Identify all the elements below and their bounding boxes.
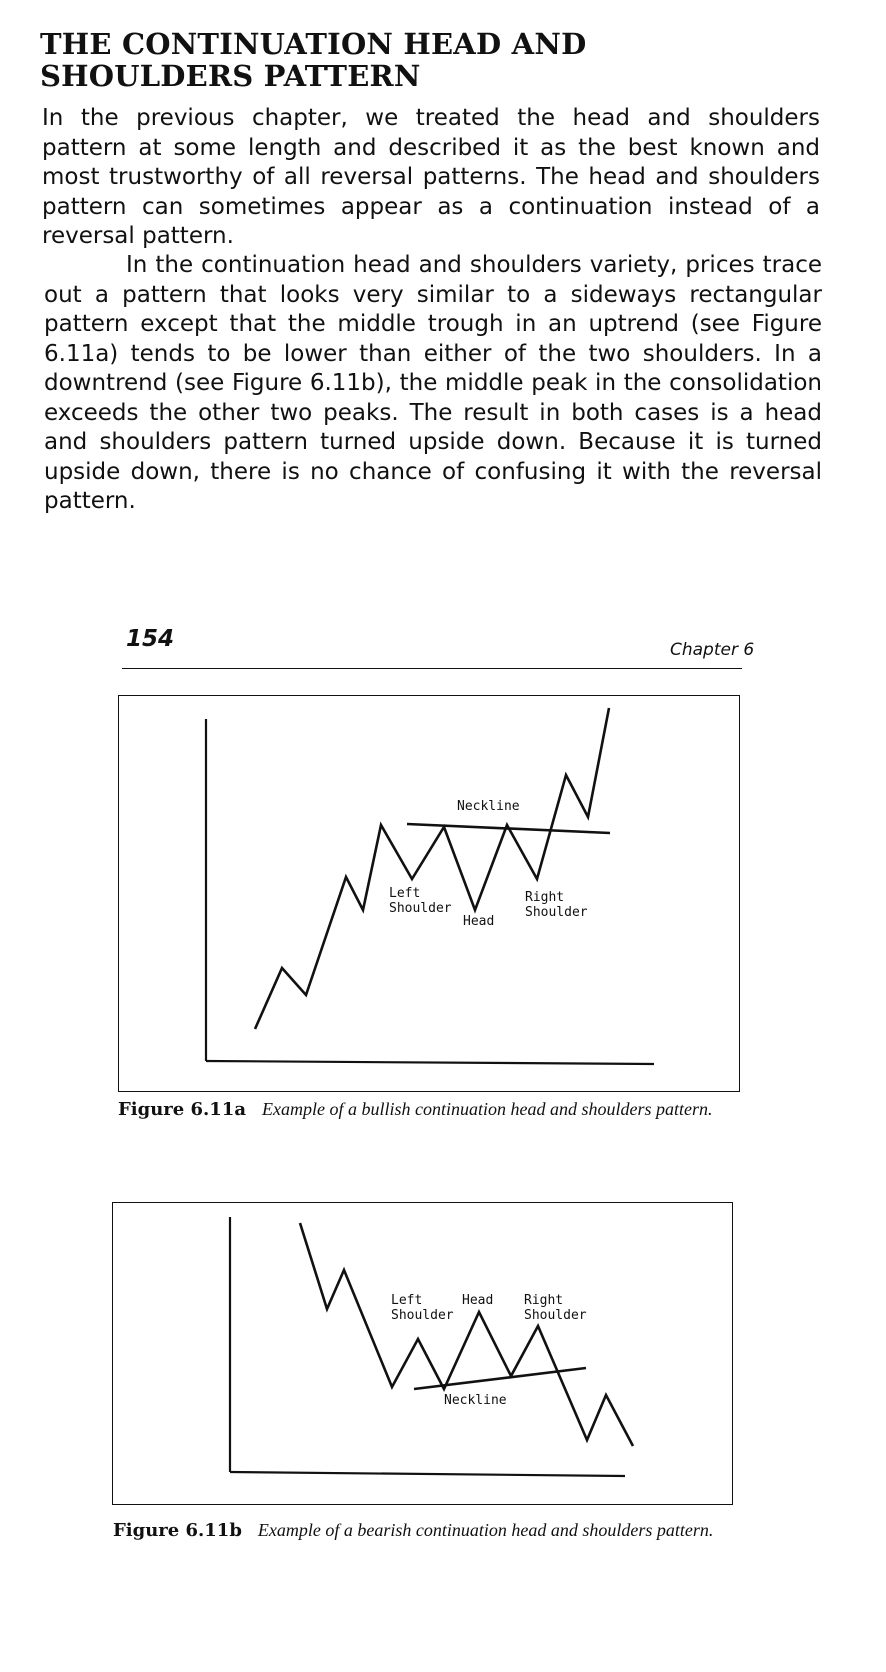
figure-6-11b-caption-text: Example of a bearish continuation head and shoulders pattern. [257,1520,714,1540]
figure-a-label-left-shoulder: Shoulder [389,901,452,916]
figure-a-label-left: Left [389,886,421,901]
figure-6-11b-drawing [113,1203,734,1506]
figure-6-11b-caption-number: Figure 6.11b [113,1520,242,1541]
figure-b-price-line [300,1223,633,1446]
running-head-chapter: Chapter 6 [670,640,755,660]
figure-b-label-right: Right [524,1293,564,1308]
figure-6-11a-caption [118,1099,758,1120]
figure-6-11a [118,695,740,1092]
figure-b-label-left: Left [391,1293,423,1308]
page-number: 154 [126,626,175,652]
figure-a-label-right-shoulder: Shoulder [525,905,588,920]
figure-b-label-head: Head [462,1293,494,1308]
header-rule [122,668,742,669]
paragraph-intro: In the previous chapter, we treated the head and shoulders pattern at some length and described it as the best known and most trustworthy of all reversal patterns. The head and shoulders pattern can sometimes appear as a continuation instead of a reversal pattern. [42,105,820,249]
figure-a-price-line [255,708,609,1029]
figure-a-label-right: Right [525,890,565,905]
section-heading-line-2: SHOULDERS PATTERN [40,59,421,93]
figure-6-11b [112,1202,733,1505]
figure-6-11a-caption-number: Figure 6.11a [118,1099,246,1120]
figure-a-label-neckline: Neckline [457,799,520,814]
section-heading [40,28,840,92]
figure-b-label-left-shoulder: Shoulder [391,1308,454,1323]
figure-6-11a-caption-text: Example of a bullish continuation head and shoulders pattern. [262,1099,713,1119]
paragraph-continuation: In the continuation head and shoulders variety, prices trace out a pattern that looks very similar to a sideways rectangular pattern except that the middle trough in an uptrend (see Figure 6.11a) tends to be lower than either of the two shoulders. In a downtrend (see Figure 6.11b), the middle peak in the consolidation exceeds the other two peaks. The result in both cases is a head and shoulders pattern turned upside down. Because it is turned upside down, there is no chance of confusing it with the reversal pattern. [44,252,822,514]
figure-6-11a-drawing [119,696,741,1093]
figure-b-label-right-shoulder: Shoulder [524,1308,587,1323]
figure-a-x-axis [206,1061,654,1064]
figure-b-label-neckline: Neckline [444,1393,507,1408]
figure-6-11b-caption [113,1520,753,1541]
section-heading-line-1: THE CONTINUATION HEAD AND [40,27,587,61]
figure-b-x-axis [230,1472,625,1476]
figure-a-label-head: Head [463,914,495,929]
